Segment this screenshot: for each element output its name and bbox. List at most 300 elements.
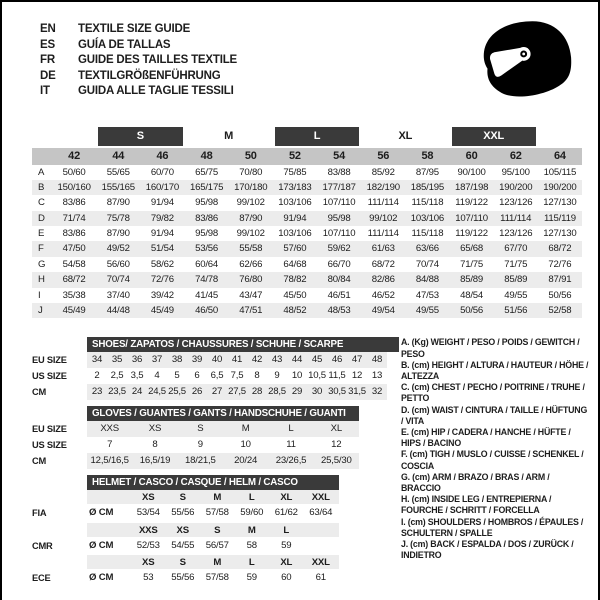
measure-row-a [32,165,582,180]
size-value-cell: 99/102 [236,197,265,209]
size-number-row [32,148,582,165]
helmet-values-row-cmr [32,538,387,555]
size-value-cell: 170/180 [234,181,268,193]
lang-code: DE [40,69,56,82]
helmet-value-cell: 53 [143,572,154,584]
shoes-value-cell: 6 [194,370,200,382]
size-column-header: 46 [156,149,169,162]
shoes-value-cell: 40 [211,354,223,366]
shoes-value-cell: 23,5 [108,386,126,398]
helmet-size-header: XS [176,524,189,536]
gloves-value-cell: 18/21,5 [185,455,216,467]
helmet-values-row-ece [32,570,387,587]
measure-row-b [32,180,582,195]
size-value-cell: 47/51 [239,305,263,317]
gloves-value-cell: XS [148,423,162,435]
helmet-unit-spacer [87,555,131,570]
size-value-cell: 71/75 [460,258,484,270]
size-value-cell: 177/187 [322,181,356,193]
helmet-value-cell: 61/62 [274,507,298,519]
gloves-value-cell: 9 [197,439,203,451]
size-value-cell: 57/60 [283,243,307,255]
helmet-size-header: S [214,524,221,536]
size-column-header: 64 [553,149,566,162]
size-value-cell: 48/54 [460,289,484,301]
size-value-cell: 75/78 [106,212,130,224]
helmet-size-header: M [213,492,222,504]
size-value-cell: 39/42 [150,289,174,301]
gloves-value-cell: 23/26,5 [275,455,307,467]
size-group-row [32,127,582,146]
lang-code: IT [40,85,50,97]
shoes-value-cell: 2 [94,370,100,382]
size-value-cell: 47/53 [415,289,439,301]
shoes-value-cell: 27 [211,386,223,398]
helmet-size-header: L [283,524,290,536]
size-value-cell: 83/86 [62,197,86,209]
measure-row-j [32,303,582,318]
size-value-cell: 105/115 [543,166,577,178]
shoes-value-cell: 32 [371,386,383,398]
measure-row-label: F [38,243,44,255]
size-value-cell: 115/119 [543,212,576,224]
gloves-value-cell: 25,5/30 [321,455,352,467]
size-value-cell: 90/100 [457,166,486,178]
size-value-cell: 51/54 [150,243,174,255]
size-group-s: S [98,127,182,146]
shoes-value-cell: 24 [131,386,143,398]
shoes-value-cell: 44 [291,354,303,366]
size-value-cell: 44/48 [106,305,130,317]
size-value-cell: 50/56 [460,305,484,317]
shoes-value-cell: 24,5 [148,386,166,398]
legend-item: F. (cm) TIGH / MUSLO / CUISSE / SCHENKEL / COSCIA [401,449,584,471]
size-value-cell: 91/94 [283,212,307,224]
gloves-value-cell: 11 [286,439,296,451]
gloves-row [32,453,387,469]
gloves-value-cell: 16,5/19 [139,455,171,467]
gloves-value-cell: 10 [240,439,251,451]
size-value-cell: 35/38 [62,289,86,301]
shoes-row [32,384,387,400]
shoes-value-cell: 30 [311,386,323,398]
helmet-unit-spacer [87,490,131,505]
measure-row-label: B [38,181,45,193]
size-column-header: 56 [377,149,390,162]
size-value-cell: 50/56 [548,289,572,301]
gloves-value-cell: 12 [331,439,342,451]
shoes-rows [32,352,387,400]
shoes-value-cell: 23 [91,386,103,398]
shoes-value-cell: 9 [274,370,280,382]
size-value-cell: 99/102 [236,228,265,240]
shoes-value-cell: 41 [231,354,243,366]
shoes-value-cell: 11,5 [328,370,346,382]
gloves-rows [32,421,387,469]
shoes-value-cell: 3,5 [130,370,144,382]
shoes-value-cell: 38 [171,354,183,366]
gloves-value-cell: M [241,423,250,435]
size-column-header: 62 [509,149,522,162]
size-value-cell: 65/75 [195,166,219,178]
size-value-cell: 63/66 [415,243,439,255]
helmet-standard-label: FIA [32,508,47,519]
shoes-value-cell: 36 [131,354,143,366]
size-value-cell: 49/52 [106,243,130,255]
shoes-row-label: EU SIZE [32,355,67,366]
helmet-rows [32,490,387,587]
helmet-sizes-values [87,523,339,537]
helmet-size-header: M [213,557,222,569]
shoes-value-cell: 5 [174,370,180,382]
size-value-cell: 99/102 [369,212,398,224]
shoes-table [32,337,387,400]
helmet-unit-spacer [87,523,131,538]
shoes-value-cell: 42 [251,354,263,366]
size-column-header: 52 [288,149,301,162]
main-size-table [32,127,582,319]
legend [387,337,598,593]
size-value-cell: 37/40 [106,289,130,301]
legend-item: J. (cm) BACK / ESPALDA / DOS / ZURÜCK / INDIETRO [401,539,574,561]
helmet-size-header: XS [142,557,155,569]
helmet-value-cell: 63/64 [309,507,333,519]
size-value-cell: 187/198 [454,181,489,193]
gloves-value-cell: 12,5/16,5 [90,455,129,467]
shoes-row-label: CM [32,387,47,398]
helmet-unit-label: Ø CM [89,507,114,519]
measure-row-label: C [38,197,45,209]
size-value-cell: 71/75 [504,258,528,270]
lang-title: GUÍA DE TALLAS [78,38,171,51]
size-group-spacer [540,127,580,146]
size-value-cell: 107/110 [455,212,488,224]
size-value-cell: 111/114 [500,212,532,224]
shoes-value-cell: 8 [254,370,260,382]
size-value-cell: 65/68 [460,243,484,255]
size-column-header: 42 [68,149,80,162]
size-value-cell: 103/106 [278,197,312,209]
shoes-value-cell: 31,5 [348,386,366,398]
size-column-header: 50 [244,149,257,162]
helmet-sizes-values [87,555,339,569]
measure-row-d [32,211,582,226]
size-value-cell: 123/126 [499,197,533,209]
measure-row-i [32,288,582,303]
legend-item: E. (cm) HIP / CADERA / HANCHE / HÜFTE / HIPS / BACINO [401,427,571,449]
shoes-value-cell: 7,5 [230,370,244,382]
size-value-cell: 49/55 [415,305,439,317]
size-group-xxl: XXL [452,127,536,146]
size-value-cell: 119/122 [455,197,488,209]
shoes-value-cell: 29 [291,386,303,398]
size-value-cell: 60/64 [195,258,219,270]
size-value-cell: 84/88 [415,274,439,286]
size-value-cell: 48/52 [283,305,307,317]
size-value-cell: 68/72 [62,274,86,286]
size-value-cell: 46/52 [371,289,395,301]
helmet-standard-values [87,570,339,587]
racing-helmet-icon [472,16,584,116]
measure-row-label: G [38,258,46,270]
size-row-corner [32,148,52,165]
size-value-cell: 76/80 [239,274,263,286]
shoes-value-cell: 43 [271,354,283,366]
size-value-cell: 53/56 [195,243,219,255]
gloves-row [32,437,387,453]
gloves-row-label: CM [32,456,47,467]
shoes-value-cell: 6,5 [210,370,224,382]
size-value-cell: 59/62 [327,243,351,255]
size-value-cell: 127/130 [543,228,577,240]
size-value-cell: 91/94 [150,197,174,209]
legend-item: C. (cm) CHEST / PECHO / POITRINE / TRUHE / PETTO [401,382,585,404]
size-value-cell: 52/58 [548,305,572,317]
shoes-value-cell: 2,5 [110,370,124,382]
size-value-cell: 83/86 [195,212,219,224]
helmet-size-header: M [247,524,256,536]
measure-row-label: I [38,289,41,301]
lang-title: GUIDE DES TAILLES TEXTILE [78,54,237,66]
shoes-row-values [87,352,387,368]
size-column-header: 44 [112,149,125,162]
helmet-standard-values [87,505,339,522]
shoes-row [32,368,387,384]
measure-row-f [32,241,582,256]
size-value-cell: 87/90 [106,228,130,240]
size-group-spacer [34,127,94,146]
measure-row-label: D [38,212,45,224]
shoes-value-cell: 28 [251,386,263,398]
shoes-value-cell: 10,5 [308,370,326,382]
size-value-cell: 91/94 [150,228,174,240]
size-column-header: 58 [421,149,434,162]
legend-item: I. (cm) SHOULDERS / HOMBROS / ÉPAULES / SCHULTERN / SPALLE [401,516,584,538]
shoes-value-cell: 48 [371,354,383,366]
helmet-value-cell: 57/58 [205,572,229,584]
helmet-size-header: L [248,557,255,569]
size-value-cell: 45/50 [283,289,307,301]
size-value-cell: 75/85 [283,166,307,178]
shoes-value-cell: 30,5 [328,386,346,398]
size-value-cell: 82/86 [371,274,395,286]
size-column-header: 48 [200,149,213,162]
lang-code: FR [40,54,55,66]
measure-row-label: H [38,274,45,286]
shoes-value-cell: 46 [331,354,343,366]
helmet-sizes-spacer [32,555,87,570]
helmet-table [32,475,387,587]
helmet-standard-label: ECE [32,573,51,584]
shoes-value-cell: 45 [311,354,323,366]
helmet-value-cell: 54/55 [171,539,195,551]
gloves-row-values [87,437,359,453]
gloves-value-cell: XL [330,423,342,435]
size-value-cell: 87/90 [106,197,130,209]
helmet-size-header: XXL [311,492,330,504]
size-value-cell: 56/60 [106,258,130,270]
helmet-value-cell: 55/56 [171,572,195,584]
gloves-row-values [87,421,359,437]
size-value-cell: 66/70 [327,258,351,270]
gloves-row [32,421,387,437]
gloves-value-cell: 20/24 [234,455,258,467]
helmet-size-header: S [179,492,186,504]
shoes-value-cell: 4 [154,370,160,382]
size-value-cell: 70/74 [415,258,439,270]
size-value-cell: 107/110 [322,197,356,209]
size-value-cell: 74/78 [195,274,219,286]
measure-row-g [32,257,582,272]
size-value-cell: 58/62 [150,258,174,270]
measure-row-e [32,226,582,241]
lang-title: GUIDA ALLE TAGLIE TESSILI [78,85,234,97]
size-value-cell: 83/86 [62,228,86,240]
helmet-table-header: HELMET / CASCO / CASQUE / HELM / CASCO [87,475,339,490]
size-value-cell: 85/92 [371,166,395,178]
size-value-cell: 115/118 [411,197,444,209]
lower-section [2,337,598,593]
size-group-xl: XL [398,129,413,142]
size-value-cell: 51/56 [504,305,528,317]
size-value-cell: 123/126 [499,228,533,240]
size-value-cell: 67/70 [504,243,528,255]
helmet-size-header: XL [280,557,293,569]
helmet-value-cell: 60 [281,572,292,584]
size-value-cell: 182/190 [366,181,400,193]
size-value-cell: 46/50 [195,305,219,317]
size-value-cell: 160/170 [145,181,180,193]
helmet-size-header: L [248,492,255,504]
size-value-cell: 71/74 [62,212,86,224]
size-value-cell: 79/82 [150,212,174,224]
helmet-value-cell: 52/53 [136,539,160,551]
helmet-value-cell: 53/54 [136,507,160,519]
size-value-cell: 50/60 [62,166,86,178]
helmet-sizes-spacer [32,523,87,538]
shoes-table-header: SHOES/ ZAPATOS / CHAUSSURES / SCHUHE / SCARPE [87,337,399,352]
helmet-sizes-row-ece [32,555,387,570]
size-value-cell: 78/82 [283,274,307,286]
size-value-cell: 47/50 [62,243,86,255]
size-value-cell: 87/91 [548,274,572,286]
shoes-value-cell: 25,5 [168,386,186,398]
size-value-cell: 85/89 [504,274,528,286]
size-value-cell: 127/130 [543,197,577,209]
helmet-value-cell: 59 [246,572,257,584]
size-value-cell: 190/200 [543,181,577,193]
size-value-cell: 62/66 [239,258,263,270]
shoes-value-cell: 34 [91,354,103,366]
helmet-size-header: XL [280,492,293,504]
size-value-cell: 70/74 [106,274,130,286]
helmet-sizes-row-fia [32,490,387,505]
helmet-values-row-fia [32,505,387,522]
size-value-cell: 165/175 [189,181,224,193]
size-value-cell: 103/106 [410,212,445,224]
gloves-table-header: GLOVES / GUANTES / GANTS / HANDSCHUHE / GUANTI [87,406,359,421]
size-value-cell: 49/54 [371,305,395,317]
size-value-cell: 55/58 [239,243,263,255]
gloves-value-cell: 8 [152,439,158,451]
size-value-cell: 48/53 [327,305,351,317]
shoes-value-cell: 35 [111,354,123,366]
gloves-value-cell: 7 [107,439,113,451]
legend-item: H. (cm) INSIDE LEG / ENTREPIERNA / FOURCHE / SCHRITT / FORCELLA [401,494,552,516]
size-group-m: M [224,129,234,142]
size-value-cell: 68/72 [371,258,395,270]
size-value-cell: 95/98 [195,197,219,209]
size-value-cell: 70/80 [239,166,263,178]
size-value-cell: 190/200 [499,181,533,193]
size-value-cell: 43/47 [239,289,263,301]
size-value-cell: 60/70 [150,166,174,178]
gloves-row-values [87,453,359,469]
helmet-standard-label: CMR [32,540,53,551]
measure-row-label: E [38,228,45,240]
size-value-cell: 150/160 [57,181,91,193]
helmet-size-header: XXL [311,557,330,569]
size-value-cell: 54/58 [62,258,86,270]
measure-row-label: A [38,166,45,178]
size-value-cell: 55/65 [106,166,130,178]
size-value-cell: 173/183 [278,181,312,193]
shoes-value-cell: 27,5 [228,386,246,398]
legend-item: D. (cm) WAIST / CINTURA / TAILLE / HÜFTUNG / VITA [401,404,588,426]
helmet-value-cell: 58 [246,539,257,551]
size-value-cell: 95/98 [195,228,219,240]
gloves-row-label: EU SIZE [32,424,67,435]
size-value-cell: 68/72 [548,243,572,255]
size-value-cell: 72/76 [548,258,572,270]
size-value-cell: 107/110 [322,228,356,240]
size-value-cell: 46/51 [327,289,351,301]
helmet-unit-label: Ø CM [89,539,114,551]
shoes-value-cell: 28,5 [268,386,286,398]
size-value-cell: 111/114 [367,197,399,209]
shoes-value-cell: 26 [191,386,203,398]
size-value-cell: 95/100 [501,166,530,178]
gloves-table [32,406,387,469]
legend-item: B. (cm) HEIGHT / ALTURA / HAUTEUR / HÖHE / ALTEZZA [401,359,589,382]
size-value-cell: 87/90 [239,212,263,224]
size-value-cell: 119/122 [455,228,488,240]
helmet-value-cell: 57/58 [205,507,229,519]
helmet-value-cell: 59/60 [240,507,264,519]
lang-code: EN [40,23,56,35]
gloves-value-cell: XXS [100,423,119,435]
gloves-row-label: US SIZE [32,440,67,451]
shoes-value-cell: 12 [351,370,363,382]
size-value-cell: 49/55 [504,289,528,301]
size-value-cell: 85/89 [460,274,484,286]
size-value-cell: 87/95 [415,166,439,178]
legend-item: G. (cm) ARM / BRAZO / BRAS / ARM / BRACCIO [401,471,550,494]
helmet-value-cell: 55/56 [171,507,195,519]
shoes-value-cell: 37 [151,354,163,366]
accessory-tables [2,337,387,593]
helmet-standard-values [87,538,339,555]
helmet-sizes-row-cmr [32,523,387,538]
helmet-size-header: XXS [138,524,158,536]
size-value-cell: 111/114 [367,228,399,240]
helmet-sizes-spacer [32,490,87,505]
helmet-value-cell: 59 [281,539,292,551]
size-value-cell: 64/68 [283,258,307,270]
helmet-value-cell: 61 [315,572,326,584]
size-value-cell: 45/49 [62,305,86,317]
size-value-cell: 80/84 [327,274,351,286]
